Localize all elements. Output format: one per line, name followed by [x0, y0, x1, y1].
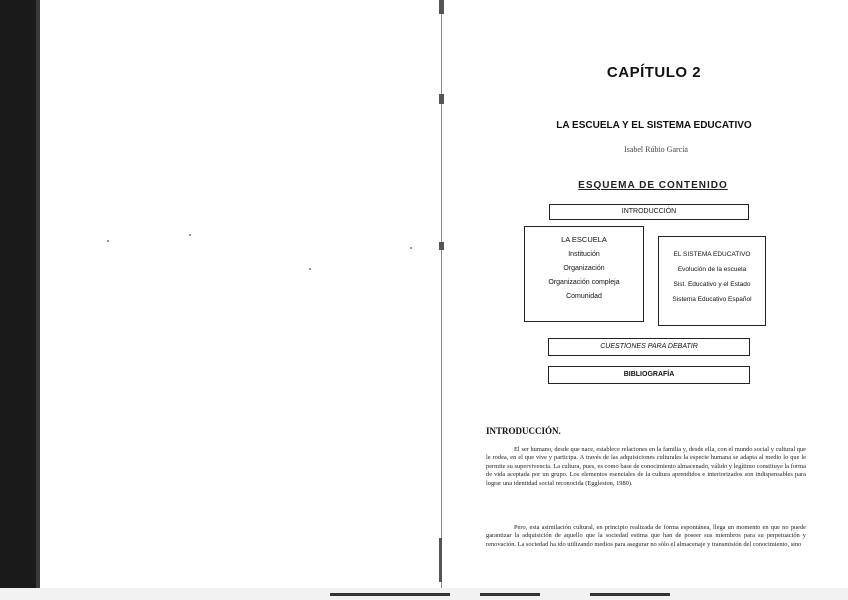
school-item: Organización: [563, 265, 605, 272]
scan-dark-edge: [0, 0, 36, 600]
school-item: Comunidad: [566, 293, 602, 300]
system-item: Sistema Educativo Español: [672, 296, 752, 303]
speck: [107, 240, 109, 242]
scheme-title: ESQUEMA DE CONTENIDO: [578, 180, 728, 191]
gutter-mark: [439, 538, 442, 582]
speck: [309, 268, 311, 270]
scheme-intro-box: [549, 204, 749, 220]
chapter-number: CAPÍTULO 2: [606, 64, 702, 81]
scheme-system-box: [658, 236, 766, 326]
scheme-debate-label: CUESTIONES PARA DEBATIR: [600, 343, 698, 350]
system-item: Sist. Educativo y el Estado: [673, 281, 751, 288]
scheme-biblio-label: BIBLIOGRAFÍA: [623, 371, 675, 378]
gutter-mark: [439, 94, 444, 104]
chapter-title: LA ESCUELA Y EL SISTEMA EDUCATIVO: [556, 120, 752, 131]
left-blank-page: [40, 0, 435, 600]
gutter-mark: [439, 0, 444, 14]
scheme-biblio-box: [548, 366, 750, 384]
speck: [189, 234, 191, 236]
body-paragraph: Pero, esta asimilación cultural, en principio realizada de forma espontánea, llega un momento en que no puede garantizar la adquisición de aquello que la sociedad estima que han de poseer sus miembros para su perpetuación y renovación. La sociedad ha ido utilizando medios para asegurar no sólo el almacenaje y transmisión del conocimiento, sino: [486, 524, 806, 548]
gutter-mark: [439, 242, 444, 250]
scheme-debate-box: [548, 338, 750, 356]
author: Isabel Rúbio García: [624, 145, 688, 154]
system-header: EL SISTEMA EDUCATIVO: [673, 251, 751, 258]
section-heading: INTRODUCCIÓN.: [486, 426, 561, 436]
body-paragraph: El ser humano, desde que nace, establece relaciones en la familia y, desde ella, con el mundo social y cultural que le rodea, en el que vive y participa. A través de las adquisiciones culturales la especie humana se adapta al medio lo que le permite su supervivencia. La cultura, pues, es como base de conocimiento almacenado, válido y legítimo constituye la forma de vida aceptada por un grupo. Los elementos esenciales de la cultura aprendidos e interiorizados son indispensables para lograr una identidad social reconocida (Eggleston, 1980).: [486, 446, 806, 487]
scan-bottom-band: [0, 588, 848, 600]
scan-artifact: [590, 593, 670, 596]
school-item: Organización compleja: [548, 279, 620, 286]
system-item: Evolución de la escuela: [677, 266, 747, 273]
school-item: Institución: [568, 251, 600, 258]
right-page: [446, 0, 848, 588]
scan-artifact: [330, 593, 450, 596]
scheme-school-box: [524, 226, 644, 322]
scheme-intro-label: INTRODUCCIÓN: [621, 208, 677, 215]
scan-artifact: [480, 593, 540, 596]
speck: [410, 247, 412, 249]
school-header: LA ESCUELA: [561, 235, 607, 244]
page-gutter: [441, 0, 442, 600]
